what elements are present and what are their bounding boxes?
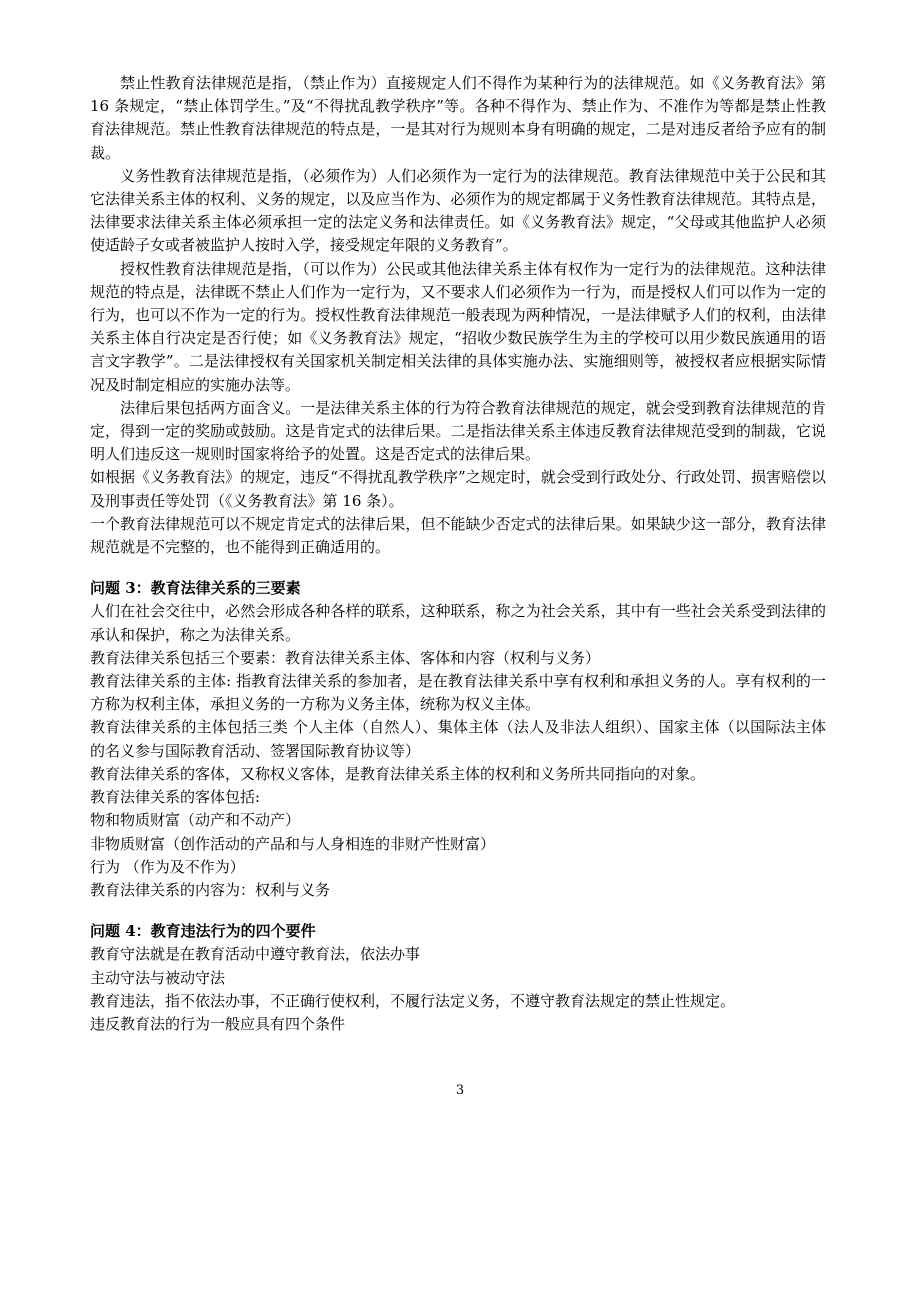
section-spacer [90,902,826,920]
paragraph-prohibitive-norms: 禁止性教育法律规范是指，（禁止作为）直接规定人们不得作为某种行为的法律规范。如《义务教育法》第 16 条规定，“禁止体罚学生。”及“不得扰乱教学秩序”等。各种不得作为、禁止作为、不准作为等都是禁止性教育法律规范。禁止性教育法律规范的特点是，一是其对行为规则本身有明确的规定，二是对违反者给予应有的制裁。 [90,74,826,162]
section-4-paragraph: 违反教育法的行为一般应具有四个条件 [90,1014,346,1033]
section-3-list-item: 物和物质财富（动产和不动产） [90,811,301,830]
paragraph-negative-consequence: 一个教育法律规范可以不规定肯定式的法律后果，但不能缺少否定式的法律后果。如果缺少这一部分，教育法律规范就是不完整的，也不能得到正确适用的。 [90,514,826,557]
section-3-list-item: 非物质财富（创作活动的产品和与人身相连的非财产性财富） [90,834,496,853]
paragraph-legal-consequences: 法律后果包括两方面含义。一是法律关系主体的行为符合教育法律规范的规定，就会受到教育法律规范的肯定，得到一定的奖励或鼓励。这是肯定式的法律后果。二是指法律关系主体违反教育法律规范受到的制裁，它说明人们违反这一规则时国家将给予的处置。这是否定式的法律后果。 [90,398,826,464]
section-3-paragraph: 教育法律关系的客体包括: [90,788,261,807]
document-page [90,72,826,1036]
paragraph-authorizing-norms: 授权性教育法律规范是指，（可以作为）公民或其他法律关系主体有权作为一定行为的法律规范。这种法律规范的特点是，法律既不禁止人们作为一定行为，又不要求人们必须作为一行为，而是授权人们可以作为一定的行为，也可以不作为一定的行为。授权性教育法律规范一般表现为两种情况，一是法律赋予人们的权利，由法律关系主体自行决定是否行使；如《义务教育法》规定，“招收少数民族学生为主的学校可以用少数民族通用的语言文字教学”。二是法律授权有关国家机关制定相关法律的具体实施办法、实施细则等，被授权者应根据实际情况及时制定相应的实施办法等。 [90,259,826,394]
section-3-paragraph: 教育法律关系的内容为：权利与义务 [90,880,331,899]
section-spacer [90,559,826,577]
section-4-paragraph: 主动守法与被动守法 [90,968,226,987]
section-3-paragraph: 教育法律关系的客体，又称权义客体，是教育法律关系主体的权利和义务所共同指向的对象。 [90,764,706,783]
section-3-paragraph: 教育法律关系的主体包括三类 个人主体（自然人）、集体主体（法人及非法人组织）、国家主体（以国际法主体的名义参与国际教育活动、签署国际教育协议等） [90,718,826,760]
section-3-list-item: 行为 （作为及不作为） [90,857,245,876]
section-3-paragraph: 人们在社会交往中，必然会形成各种各样的联系，这种联系，称之为社会关系，其中有一些社会关系受到法律的承认和保护，称之为法律关系。 [90,602,826,644]
page-number: 3 [455,1083,465,1098]
section-4-paragraph: 教育守法就是在教育活动中遵守教育法，依法办事 [90,945,421,964]
section-3-heading: 问题 3：教育法律关系的三要素 [90,579,301,598]
section-3-paragraph: 教育法律关系包括三个要素：教育法律关系主体、客体和内容（权利与义务） [90,648,601,667]
paragraph-example: 如根据《义务教育法》的规定，违反“不得扰乱教学秩序”之规定时，就会受到行政处分、行政处罚、损害赔偿以及刑事责任等处罚（《义务教育法》第 16 条）。 [90,468,826,510]
section-3-paragraph: 教育法律关系的主体: 指教育法律关系的参加者，是在教育法律关系中享有权利和承担义务的人。享有权利的一方称为权利主体，承担义务的一方称为义务主体，统称为权义主体。 [90,672,826,714]
section-4-heading: 问题 4：教育违法行为的四个要件 [90,922,316,941]
section-4-paragraph: 教育违法，指不依法办事，不正确行使权利，不履行法定义务，不遵守教育法规定的禁止性规定。 [90,991,736,1010]
paragraph-obligatory-norms: 义务性教育法律规范是指，（必须作为）人们必须作为一定行为的法律规范。教育法律规范中关于公民和其它法律关系主体的权利、义务的规定，以及应当作为、必须作为的规定都属于义务性教育法律规范。其特点是，法律要求法律关系主体必须承担一定的法定义务和法律责任。如《义务教育法》规定，“父母或其他监护人必须使适龄子女或者被监护人按时入学，接受规定年限的义务教育”。 [90,166,826,255]
